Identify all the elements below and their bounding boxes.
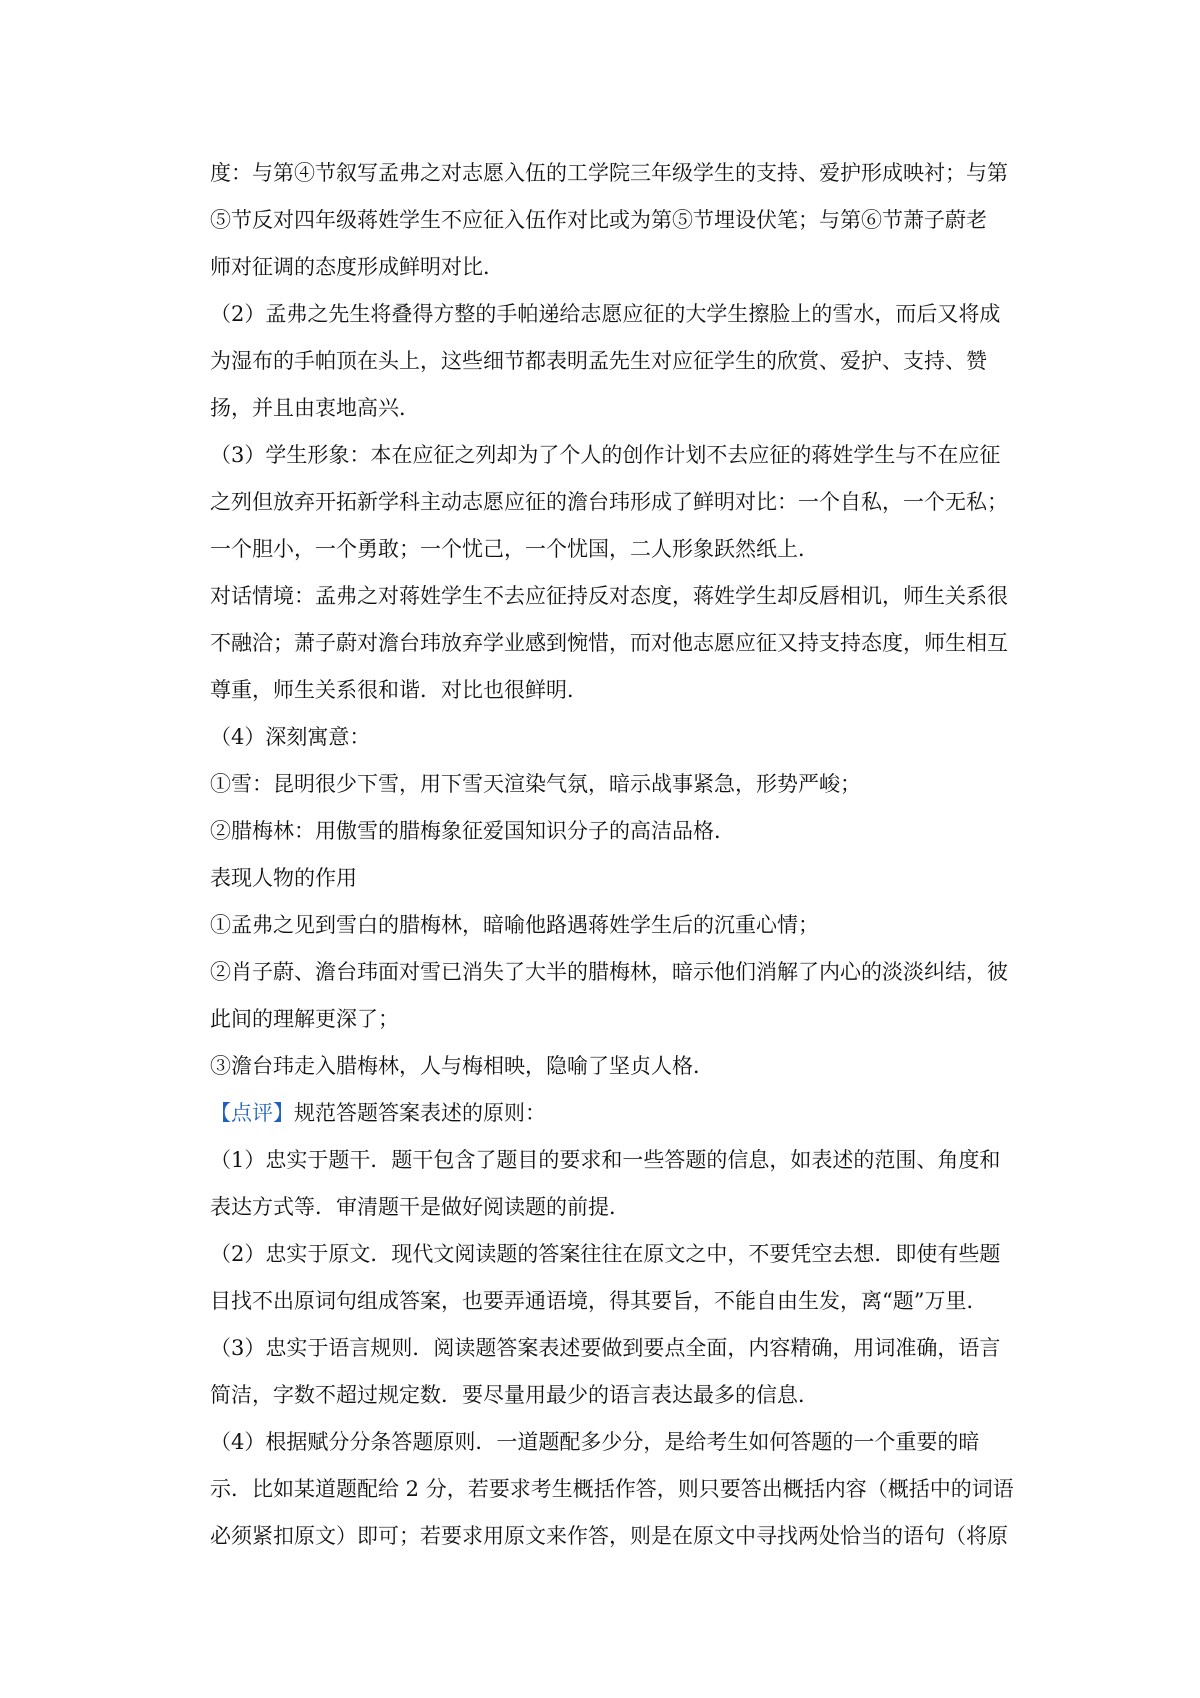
comment-line: 目找不出原词句组成答案，也要弄通语境，得其要旨，不能自由生发，离“题”万里． [210, 1289, 988, 1313]
text-line: （4）深刻寓意： [210, 725, 371, 749]
text-line: ⑤节反对四年级蒋姓学生不应征入伍作对比或为第⑤节埋设伏笔；与第⑥节萧子蔚老 [210, 208, 987, 232]
text-line: 扬，并且由衷地高兴． [210, 396, 420, 420]
text-line: 为湿布的手帕顶在头上，这些细节都表明孟先生对应征学生的欣赏、爱护、支持、赞 [210, 349, 987, 373]
comment-line: 简洁，字数不超过规定数．要尽量用最少的语言表达最多的信息． [210, 1383, 819, 1407]
comment-line: （1）忠实于题干．题干包含了题目的要求和一些答题的信息，如表述的范围、角度和 [210, 1148, 1001, 1172]
comment-line: （2）忠实于原文．现代文阅读题的答案往往在原文之中，不要凭空去想．即使有些题 [210, 1242, 1001, 1266]
comment-line: （3）忠实于语言规则．阅读题答案表述要做到要点全面，内容精确，用词准确，语言 [210, 1336, 1001, 1360]
comment-line: 必须紧扣原文）即可；若要求用原文来作答，则是在原文中寻找两处恰当的语句（将原 [210, 1524, 1008, 1548]
text-line: 此间的理解更深了； [210, 1007, 399, 1031]
comment-tag: 【点评】 [210, 1101, 294, 1125]
text-line: ③澹台玮走入腊梅林，人与梅相映，隐喻了坚贞人格． [210, 1054, 714, 1078]
text-line: 一个胆小，一个勇敢；一个忧己，一个忧国，二人形象跃然纸上． [210, 537, 819, 561]
comment-heading-line [210, 1090, 1020, 1137]
comment-line: （4）根据赋分分条答题原则．一道题配多少分，是给考生如何答题的一个重要的暗 [210, 1430, 980, 1454]
text-line: （3）学生形象：本在应征之列却为了个人的创作计划不去应征的蒋姓学生与不在应征 [210, 443, 1001, 467]
comment-line: 表达方式等．审清题干是做好阅读题的前提． [210, 1195, 630, 1219]
text-line: ②肖子蔚、澹台玮面对雪已消失了大半的腊梅林，暗示他们消解了内心的淡淡纠结，彼 [210, 960, 1008, 984]
text-line: ②腊梅林：用傲雪的腊梅象征爱国知识分子的高洁品格． [210, 819, 735, 843]
text-line: ①孟弗之见到雪白的腊梅林，暗喻他路遇蒋姓学生后的沉重心情； [210, 913, 819, 937]
text-line: 之列但放弃开拓新学科主动志愿应征的澹台玮形成了鲜明对比：一个自私，一个无私； [210, 490, 1008, 514]
text-line: 师对征调的态度形成鲜明对比． [210, 255, 504, 279]
text-line: 对话情境：孟弗之对蒋姓学生不去应征持反对态度，蒋姓学生却反唇相讥，师生关系很 [210, 584, 1008, 608]
text-line: 不融洽；萧子蔚对澹台玮放弃学业感到惋惜，而对他志愿应征又持支持态度，师生相互 [210, 631, 1008, 655]
text-line: 尊重，师生关系很和谐．对比也很鲜明． [210, 678, 588, 702]
text-line: （2）孟弗之先生将叠得方整的手帕递给志愿应征的大学生擦脸上的雪水，而后又将成 [210, 302, 1001, 326]
document-body [210, 150, 1020, 1560]
text-line: ①雪：昆明很少下雪，用下雪天渲染气氛，暗示战事紧急，形势严峻； [210, 772, 861, 796]
text-line: 表现人物的作用 [210, 866, 357, 890]
comment-line: 示．比如某道题配给 2 分，若要求考生概括作答，则只要答出概括内容（概括中的词语 [210, 1477, 1014, 1501]
text-line: 度：与第④节叙写孟弗之对志愿入伍的工学院三年级学生的支持、爱护形成映衬；与第 [210, 161, 1008, 185]
comment-text: 规范答题答案表述的原则： [294, 1101, 546, 1125]
